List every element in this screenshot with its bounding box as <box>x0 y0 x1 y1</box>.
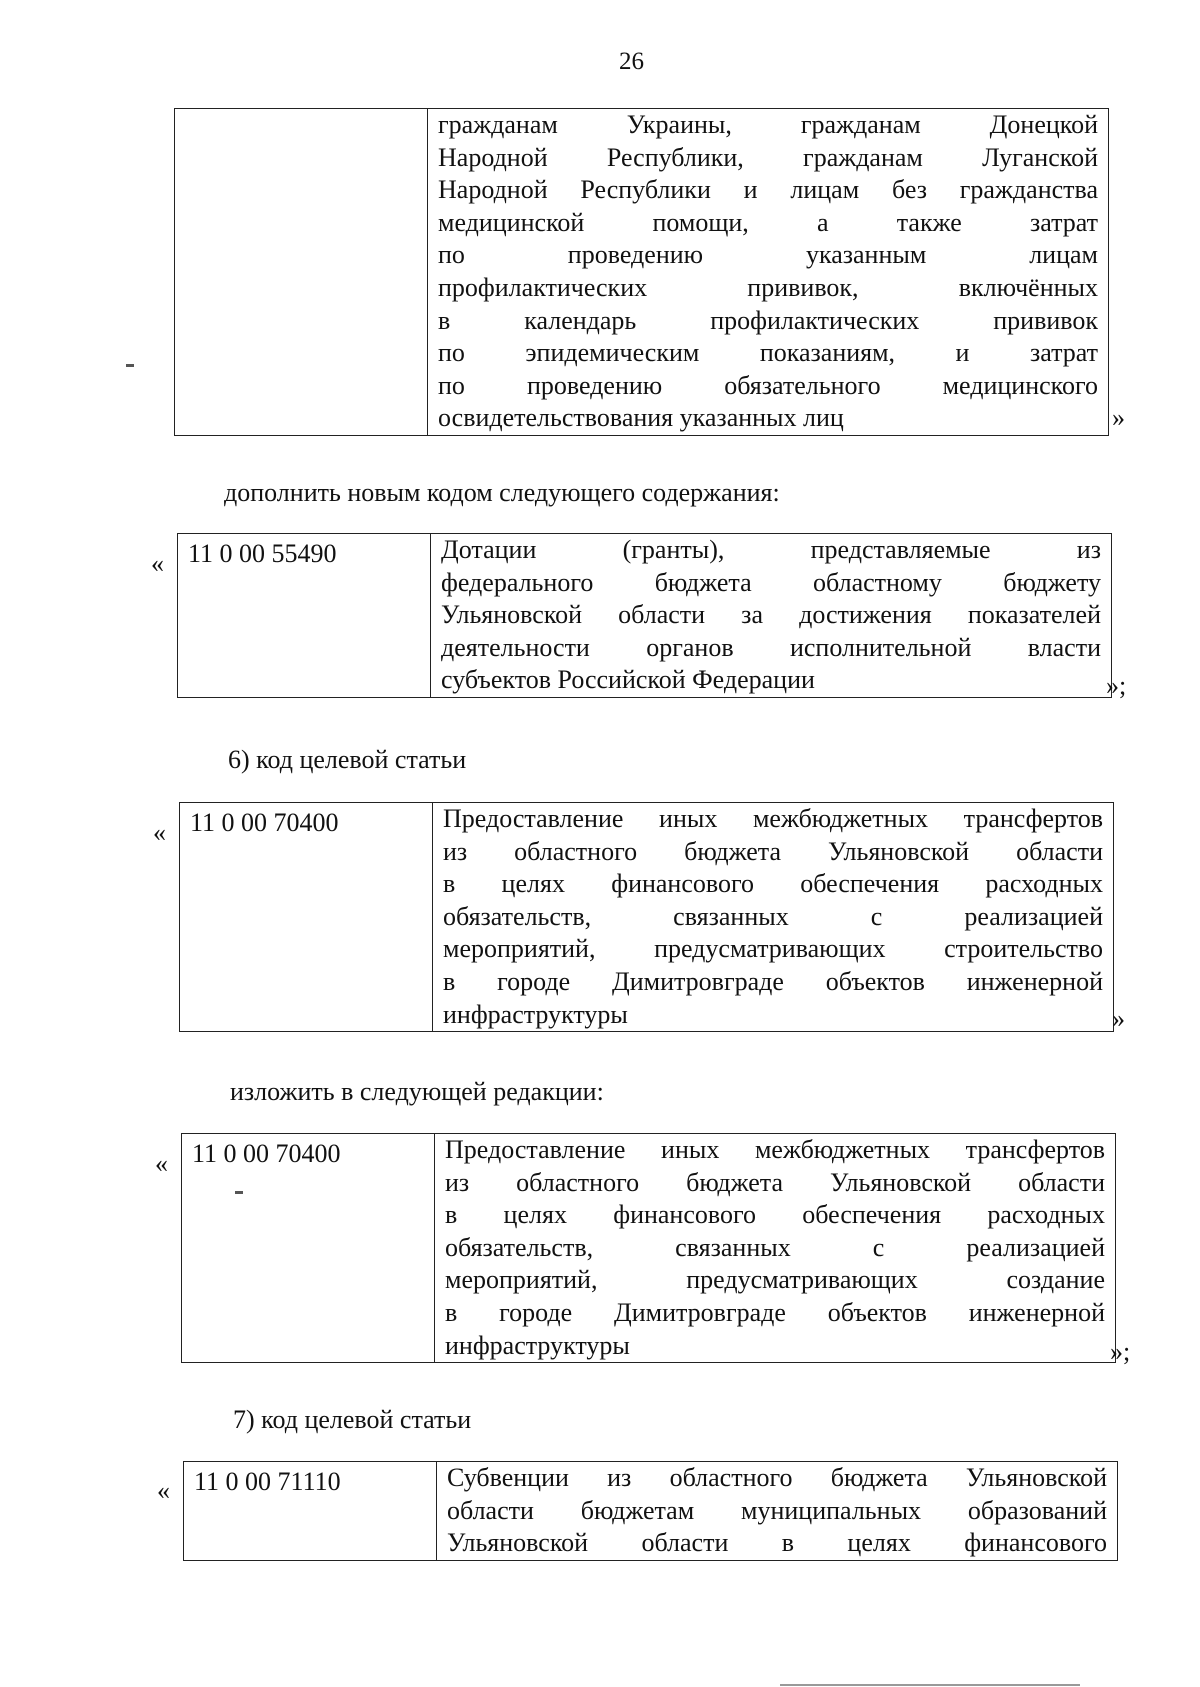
open-quote: « <box>151 549 164 578</box>
description-line: субъектов Российской Федерации <box>441 665 815 695</box>
paragraph-target-code-7: 7) код целевой статьи <box>233 1405 472 1434</box>
description-line: освидетельствования указанных лиц <box>438 403 844 433</box>
description-line: профилактических прививок, включённых <box>438 272 1098 302</box>
code-cell: 11 0 00 70400 <box>182 1134 435 1363</box>
description-line: Народной Республики, гражданам Луганской <box>438 142 1098 172</box>
description-line: инфраструктуры <box>445 1330 630 1360</box>
scan-mark <box>235 1191 243 1194</box>
description-line: Субвенции из областного бюджета Ульяновской <box>447 1463 1107 1492</box>
description-line: в календарь профилактических прививок <box>438 305 1098 335</box>
page-number: 26 <box>619 48 644 75</box>
description-line: деятельности органов исполнительной власти <box>441 632 1101 662</box>
description-line: из областного бюджета Ульяновской области <box>445 1167 1105 1197</box>
code-cell <box>175 109 428 436</box>
description-cell <box>437 1462 1118 1561</box>
description-line: в целях финансового обеспечения расходных <box>443 869 1103 899</box>
description-line: обязательств, связанных с реализацией <box>443 901 1103 931</box>
code-table-4 <box>181 1133 1116 1363</box>
scan-mark <box>780 1684 1080 1686</box>
description-cell <box>433 803 1114 1032</box>
description-line: Предоставление иных межбюджетных трансфертов <box>445 1135 1105 1164</box>
open-quote: « <box>155 1149 168 1178</box>
code-table-2 <box>177 533 1112 698</box>
description-line: в целях финансового обеспечения расходных <box>445 1200 1105 1230</box>
description-line: Предоставление иных межбюджетных трансфертов <box>443 804 1103 833</box>
description-line: мероприятий, предусматривающих строительство <box>443 934 1103 964</box>
code-table-1 <box>174 108 1109 436</box>
description-line: Народной Республики и лицам без гражданства <box>438 175 1098 205</box>
description-line: в городе Димитровграде объектов инженерной <box>443 966 1103 996</box>
code-table-3 <box>179 802 1114 1032</box>
code-cell: 11 0 00 71110 <box>184 1462 437 1561</box>
paragraph-target-code-6: 6) код целевой статьи <box>228 745 467 774</box>
description-line: Ульяновской области в целях финансового <box>447 1528 1107 1558</box>
description-line: инфраструктуры <box>443 999 628 1029</box>
description-line: по проведению указанным лицам <box>438 240 1098 270</box>
code-cell: 11 0 00 70400 <box>180 803 433 1032</box>
description-line: мероприятий, предусматривающих создание <box>445 1265 1105 1295</box>
scan-mark <box>126 364 134 367</box>
description-line: медицинской помощи, а также затрат <box>438 207 1098 237</box>
close-quote: »; <box>1110 1337 1131 1366</box>
code-cell: 11 0 00 55490 <box>178 534 431 698</box>
close-quote: »; <box>1106 671 1127 700</box>
description-cell <box>428 109 1109 436</box>
description-line: из областного бюджета Ульяновской области <box>443 836 1103 866</box>
open-quote: « <box>153 818 166 847</box>
paragraph-add-code: дополнить новым кодом следующего содержания: <box>224 478 780 507</box>
paragraph-edit-wording: изложить в следующей редакции: <box>230 1077 604 1106</box>
description-cell <box>435 1134 1116 1363</box>
description-line: федерального бюджета областному бюджету <box>441 567 1101 597</box>
description-line: по эпидемическим показаниям, и затрат <box>438 338 1098 368</box>
description-line: по проведению обязательного медицинского <box>438 370 1098 400</box>
description-line: гражданам Украины, гражданам Донецкой <box>438 110 1098 139</box>
close-quote: » <box>1112 1004 1125 1033</box>
code-table-5 <box>183 1461 1118 1561</box>
description-line: обязательств, связанных с реализацией <box>445 1232 1105 1262</box>
open-quote: « <box>157 1476 170 1505</box>
description-line: в городе Димитровграде объектов инженерной <box>445 1297 1105 1327</box>
description-line: Дотации (гранты), представляемые из <box>441 535 1101 564</box>
description-line: Ульяновской области за достижения показателей <box>441 600 1101 630</box>
description-cell <box>431 534 1112 698</box>
description-line: области бюджетам муниципальных образований <box>447 1495 1107 1525</box>
close-quote: » <box>1112 403 1125 432</box>
